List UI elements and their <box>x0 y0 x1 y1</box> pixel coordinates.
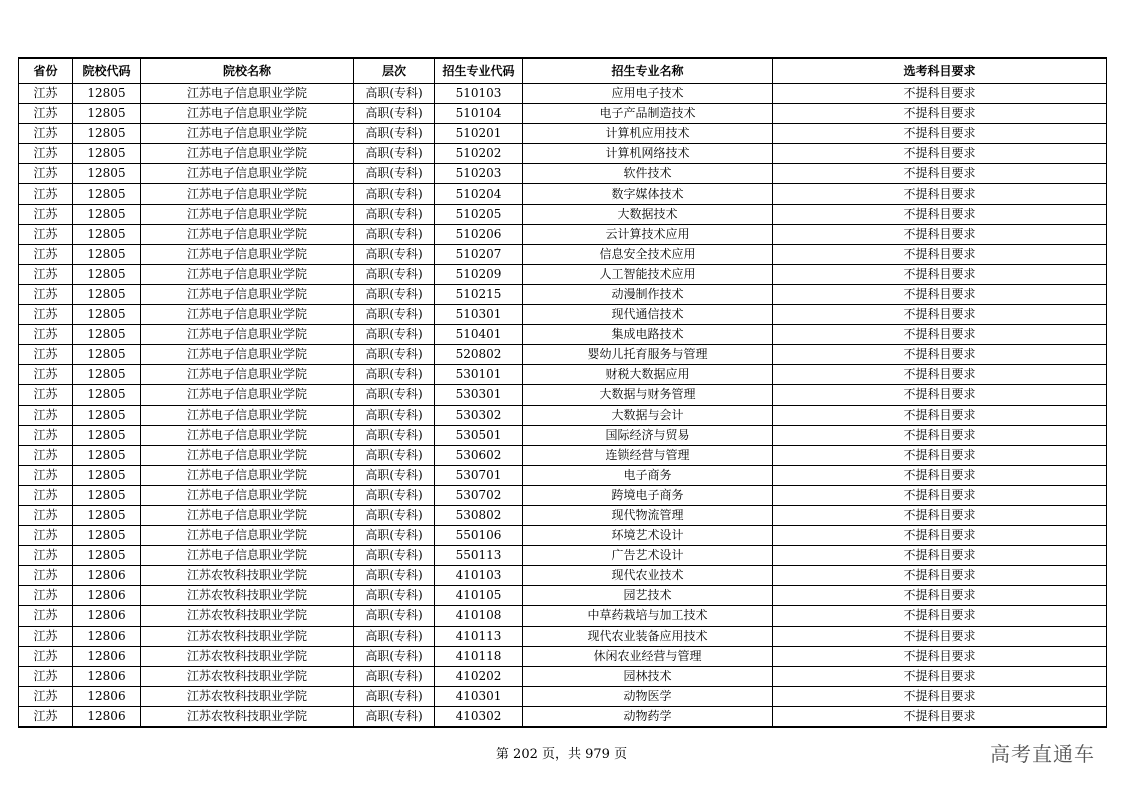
cell-major-name: 连锁经营与管理 <box>523 445 773 465</box>
cell-level: 高职(专科) <box>354 124 435 144</box>
table-row <box>19 224 1107 244</box>
cell-major-code: 510201 <box>435 124 523 144</box>
table-row <box>19 84 1107 104</box>
table-row <box>19 124 1107 144</box>
cell-subject-requirement: 不提科目要求 <box>773 284 1107 304</box>
cell-subject-requirement: 不提科目要求 <box>773 405 1107 425</box>
cell-level: 高职(专科) <box>354 84 435 104</box>
cell-major-name: 电子商务 <box>523 465 773 485</box>
cell-school-code: 12805 <box>73 124 141 144</box>
cell-province: 江苏 <box>19 485 73 505</box>
cell-school-name: 江苏电子信息职业学院 <box>141 345 354 365</box>
table-header-row <box>19 58 1107 84</box>
cell-subject-requirement: 不提科目要求 <box>773 606 1107 626</box>
table-row <box>19 244 1107 264</box>
cell-level: 高职(专科) <box>354 606 435 626</box>
cell-school-name: 江苏电子信息职业学院 <box>141 405 354 425</box>
cell-school-code: 12805 <box>73 345 141 365</box>
cell-school-name: 江苏电子信息职业学院 <box>141 244 354 264</box>
cell-province: 江苏 <box>19 566 73 586</box>
cell-major-code: 530101 <box>435 365 523 385</box>
cell-school-code: 12805 <box>73 465 141 485</box>
table-row <box>19 626 1107 646</box>
cell-subject-requirement: 不提科目要求 <box>773 124 1107 144</box>
cell-major-code: 550113 <box>435 546 523 566</box>
cell-subject-requirement: 不提科目要求 <box>773 84 1107 104</box>
cell-province: 江苏 <box>19 385 73 405</box>
cell-school-code: 12805 <box>73 264 141 284</box>
cell-province: 江苏 <box>19 546 73 566</box>
cell-province: 江苏 <box>19 164 73 184</box>
cell-major-code: 510209 <box>435 264 523 284</box>
cell-major-code: 510204 <box>435 184 523 204</box>
cell-major-name: 现代农业装备应用技术 <box>523 626 773 646</box>
cell-school-code: 12805 <box>73 485 141 505</box>
cell-major-name: 国际经济与贸易 <box>523 425 773 445</box>
table-row <box>19 345 1107 365</box>
cell-major-name: 数字媒体技术 <box>523 184 773 204</box>
cell-subject-requirement: 不提科目要求 <box>773 164 1107 184</box>
cell-province: 江苏 <box>19 405 73 425</box>
cell-major-code: 410301 <box>435 686 523 706</box>
cell-province: 江苏 <box>19 505 73 525</box>
cell-major-name: 广告艺术设计 <box>523 546 773 566</box>
cell-level: 高职(专科) <box>354 405 435 425</box>
cell-level: 高职(专科) <box>354 626 435 646</box>
cell-major-name: 大数据与会计 <box>523 405 773 425</box>
header-major-code: 招生专业代码 <box>435 58 523 84</box>
cell-level: 高职(专科) <box>354 706 435 727</box>
table-row <box>19 606 1107 626</box>
cell-school-name: 江苏电子信息职业学院 <box>141 485 354 505</box>
cell-school-name: 江苏农牧科技职业学院 <box>141 566 354 586</box>
cell-school-code: 12805 <box>73 365 141 385</box>
cell-school-name: 江苏电子信息职业学院 <box>141 505 354 525</box>
cell-level: 高职(专科) <box>354 546 435 566</box>
cell-school-name: 江苏电子信息职业学院 <box>141 124 354 144</box>
table-row <box>19 526 1107 546</box>
cell-school-name: 江苏农牧科技职业学院 <box>141 586 354 606</box>
cell-subject-requirement: 不提科目要求 <box>773 485 1107 505</box>
cell-major-name: 大数据与财务管理 <box>523 385 773 405</box>
cell-subject-requirement: 不提科目要求 <box>773 244 1107 264</box>
cell-school-name: 江苏电子信息职业学院 <box>141 546 354 566</box>
cell-subject-requirement: 不提科目要求 <box>773 385 1107 405</box>
cell-school-name: 江苏电子信息职业学院 <box>141 224 354 244</box>
cell-school-name: 江苏电子信息职业学院 <box>141 164 354 184</box>
cell-province: 江苏 <box>19 325 73 345</box>
cell-major-code: 510205 <box>435 204 523 224</box>
cell-level: 高职(专科) <box>354 164 435 184</box>
cell-subject-requirement: 不提科目要求 <box>773 626 1107 646</box>
cell-level: 高职(专科) <box>354 425 435 445</box>
table-row <box>19 465 1107 485</box>
cell-subject-requirement: 不提科目要求 <box>773 224 1107 244</box>
cell-major-name: 现代农业技术 <box>523 566 773 586</box>
cell-school-code: 12805 <box>73 104 141 124</box>
cell-province: 江苏 <box>19 686 73 706</box>
cell-major-code: 520802 <box>435 345 523 365</box>
cell-subject-requirement: 不提科目要求 <box>773 526 1107 546</box>
cell-subject-requirement: 不提科目要求 <box>773 365 1107 385</box>
cell-school-code: 12805 <box>73 526 141 546</box>
cell-province: 江苏 <box>19 104 73 124</box>
cell-major-code: 410108 <box>435 606 523 626</box>
cell-level: 高职(专科) <box>354 526 435 546</box>
cell-major-code: 410103 <box>435 566 523 586</box>
cell-subject-requirement: 不提科目要求 <box>773 586 1107 606</box>
cell-level: 高职(专科) <box>354 385 435 405</box>
cell-school-name: 江苏电子信息职业学院 <box>141 425 354 445</box>
cell-major-name: 计算机应用技术 <box>523 124 773 144</box>
cell-major-code: 530702 <box>435 485 523 505</box>
cell-province: 江苏 <box>19 284 73 304</box>
table-row <box>19 325 1107 345</box>
cell-school-name: 江苏农牧科技职业学院 <box>141 666 354 686</box>
cell-school-code: 12806 <box>73 566 141 586</box>
cell-province: 江苏 <box>19 606 73 626</box>
cell-major-name: 计算机网络技术 <box>523 144 773 164</box>
cell-school-name: 江苏农牧科技职业学院 <box>141 646 354 666</box>
cell-level: 高职(专科) <box>354 184 435 204</box>
header-school-code: 院校代码 <box>73 58 141 84</box>
cell-province: 江苏 <box>19 224 73 244</box>
cell-subject-requirement: 不提科目要求 <box>773 345 1107 365</box>
cell-school-name: 江苏农牧科技职业学院 <box>141 706 354 727</box>
cell-level: 高职(专科) <box>354 345 435 365</box>
cell-major-name: 云计算技术应用 <box>523 224 773 244</box>
table-row <box>19 666 1107 686</box>
cell-school-name: 江苏电子信息职业学院 <box>141 184 354 204</box>
cell-province: 江苏 <box>19 445 73 465</box>
cell-subject-requirement: 不提科目要求 <box>773 686 1107 706</box>
cell-major-code: 410302 <box>435 706 523 727</box>
cell-major-name: 信息安全技术应用 <box>523 244 773 264</box>
cell-level: 高职(专科) <box>354 505 435 525</box>
table-row <box>19 405 1107 425</box>
cell-major-name: 休闲农业经营与管理 <box>523 646 773 666</box>
cell-major-name: 园艺技术 <box>523 586 773 606</box>
cell-province: 江苏 <box>19 204 73 224</box>
cell-school-code: 12806 <box>73 646 141 666</box>
watermark-logo: 高考直通车 <box>990 742 1095 766</box>
cell-province: 江苏 <box>19 124 73 144</box>
cell-school-code: 12806 <box>73 606 141 626</box>
table-row <box>19 204 1107 224</box>
cell-school-code: 12805 <box>73 305 141 325</box>
cell-major-code: 510301 <box>435 305 523 325</box>
cell-major-code: 550106 <box>435 526 523 546</box>
cell-school-name: 江苏电子信息职业学院 <box>141 144 354 164</box>
cell-school-name: 江苏电子信息职业学院 <box>141 325 354 345</box>
header-province: 省份 <box>19 58 73 84</box>
cell-province: 江苏 <box>19 425 73 445</box>
cell-school-name: 江苏电子信息职业学院 <box>141 445 354 465</box>
cell-school-code: 12805 <box>73 244 141 264</box>
cell-major-name: 环境艺术设计 <box>523 526 773 546</box>
cell-school-code: 12805 <box>73 144 141 164</box>
table-row <box>19 385 1107 405</box>
cell-major-name: 电子产品制造技术 <box>523 104 773 124</box>
cell-school-code: 12805 <box>73 84 141 104</box>
cell-subject-requirement: 不提科目要求 <box>773 325 1107 345</box>
cell-subject-requirement: 不提科目要求 <box>773 546 1107 566</box>
cell-province: 江苏 <box>19 184 73 204</box>
cell-province: 江苏 <box>19 706 73 727</box>
cell-level: 高职(专科) <box>354 566 435 586</box>
table-row <box>19 264 1107 284</box>
cell-level: 高职(专科) <box>354 646 435 666</box>
cell-province: 江苏 <box>19 365 73 385</box>
cell-major-code: 410202 <box>435 666 523 686</box>
cell-school-name: 江苏农牧科技职业学院 <box>141 686 354 706</box>
table-row <box>19 144 1107 164</box>
cell-major-code: 530302 <box>435 405 523 425</box>
cell-level: 高职(专科) <box>354 204 435 224</box>
table-row <box>19 485 1107 505</box>
cell-school-name: 江苏农牧科技职业学院 <box>141 606 354 626</box>
cell-level: 高职(专科) <box>354 244 435 264</box>
cell-province: 江苏 <box>19 84 73 104</box>
cell-level: 高职(专科) <box>354 104 435 124</box>
cell-province: 江苏 <box>19 465 73 485</box>
cell-province: 江苏 <box>19 244 73 264</box>
cell-major-code: 530602 <box>435 445 523 465</box>
cell-subject-requirement: 不提科目要求 <box>773 425 1107 445</box>
cell-major-name: 中草药栽培与加工技术 <box>523 606 773 626</box>
cell-major-name: 应用电子技术 <box>523 84 773 104</box>
cell-school-code: 12805 <box>73 445 141 465</box>
cell-major-code: 510103 <box>435 84 523 104</box>
table-row <box>19 365 1107 385</box>
cell-subject-requirement: 不提科目要求 <box>773 566 1107 586</box>
cell-school-code: 12805 <box>73 224 141 244</box>
cell-major-code: 530701 <box>435 465 523 485</box>
cell-level: 高职(专科) <box>354 305 435 325</box>
cell-major-code: 530501 <box>435 425 523 445</box>
cell-major-code: 510203 <box>435 164 523 184</box>
cell-level: 高职(专科) <box>354 666 435 686</box>
header-subject-requirement: 选考科目要求 <box>773 58 1107 84</box>
cell-major-name: 婴幼儿托育服务与管理 <box>523 345 773 365</box>
table-row <box>19 184 1107 204</box>
cell-major-name: 财税大数据应用 <box>523 365 773 385</box>
cell-school-code: 12805 <box>73 425 141 445</box>
table-row <box>19 445 1107 465</box>
cell-level: 高职(专科) <box>354 465 435 485</box>
cell-subject-requirement: 不提科目要求 <box>773 264 1107 284</box>
cell-level: 高职(专科) <box>354 365 435 385</box>
cell-province: 江苏 <box>19 345 73 365</box>
cell-province: 江苏 <box>19 305 73 325</box>
cell-province: 江苏 <box>19 264 73 284</box>
cell-major-name: 集成电路技术 <box>523 325 773 345</box>
cell-level: 高职(专科) <box>354 686 435 706</box>
cell-school-name: 江苏电子信息职业学院 <box>141 284 354 304</box>
cell-province: 江苏 <box>19 586 73 606</box>
cell-major-code: 530802 <box>435 505 523 525</box>
cell-school-name: 江苏农牧科技职业学院 <box>141 626 354 646</box>
table-row <box>19 686 1107 706</box>
cell-major-code: 510202 <box>435 144 523 164</box>
cell-subject-requirement: 不提科目要求 <box>773 646 1107 666</box>
cell-school-code: 12805 <box>73 405 141 425</box>
header-major-name: 招生专业名称 <box>523 58 773 84</box>
cell-major-code: 510104 <box>435 104 523 124</box>
table-row <box>19 104 1107 124</box>
cell-major-code: 510215 <box>435 284 523 304</box>
cell-major-code: 410113 <box>435 626 523 646</box>
cell-province: 江苏 <box>19 646 73 666</box>
cell-school-name: 江苏电子信息职业学院 <box>141 84 354 104</box>
cell-major-code: 510401 <box>435 325 523 345</box>
cell-major-name: 园林技术 <box>523 666 773 686</box>
cell-level: 高职(专科) <box>354 445 435 465</box>
cell-level: 高职(专科) <box>354 264 435 284</box>
cell-subject-requirement: 不提科目要求 <box>773 706 1107 727</box>
cell-subject-requirement: 不提科目要求 <box>773 184 1107 204</box>
cell-subject-requirement: 不提科目要求 <box>773 465 1107 485</box>
cell-school-code: 12806 <box>73 586 141 606</box>
table-row <box>19 505 1107 525</box>
cell-school-code: 12806 <box>73 706 141 727</box>
cell-school-code: 12805 <box>73 184 141 204</box>
header-level: 层次 <box>354 58 435 84</box>
cell-major-name: 跨境电子商务 <box>523 485 773 505</box>
cell-school-name: 江苏电子信息职业学院 <box>141 104 354 124</box>
cell-province: 江苏 <box>19 626 73 646</box>
cell-level: 高职(专科) <box>354 284 435 304</box>
cell-level: 高职(专科) <box>354 325 435 345</box>
cell-major-code: 510207 <box>435 244 523 264</box>
cell-subject-requirement: 不提科目要求 <box>773 104 1107 124</box>
cell-subject-requirement: 不提科目要求 <box>773 305 1107 325</box>
cell-school-code: 12805 <box>73 164 141 184</box>
cell-level: 高职(专科) <box>354 224 435 244</box>
cell-province: 江苏 <box>19 144 73 164</box>
header-school-name: 院校名称 <box>141 58 354 84</box>
cell-subject-requirement: 不提科目要求 <box>773 505 1107 525</box>
cell-major-name: 软件技术 <box>523 164 773 184</box>
cell-school-code: 12805 <box>73 325 141 345</box>
table-row <box>19 164 1107 184</box>
cell-school-code: 12805 <box>73 385 141 405</box>
cell-level: 高职(专科) <box>354 485 435 505</box>
cell-school-name: 江苏电子信息职业学院 <box>141 365 354 385</box>
table-row <box>19 646 1107 666</box>
table-row <box>19 586 1107 606</box>
cell-major-name: 现代物流管理 <box>523 505 773 525</box>
cell-school-code: 12805 <box>73 284 141 304</box>
cell-subject-requirement: 不提科目要求 <box>773 666 1107 686</box>
cell-major-code: 530301 <box>435 385 523 405</box>
cell-major-code: 510206 <box>435 224 523 244</box>
cell-major-name: 动漫制作技术 <box>523 284 773 304</box>
cell-school-name: 江苏电子信息职业学院 <box>141 526 354 546</box>
cell-subject-requirement: 不提科目要求 <box>773 144 1107 164</box>
cell-major-name: 大数据技术 <box>523 204 773 224</box>
cell-school-code: 12806 <box>73 666 141 686</box>
cell-school-name: 江苏电子信息职业学院 <box>141 264 354 284</box>
cell-school-name: 江苏电子信息职业学院 <box>141 465 354 485</box>
table-row <box>19 566 1107 586</box>
table-row <box>19 425 1107 445</box>
page-number: 第 202 页，共 979 页 <box>495 747 628 762</box>
cell-major-code: 410118 <box>435 646 523 666</box>
cell-school-code: 12805 <box>73 204 141 224</box>
cell-major-name: 动物药学 <box>523 706 773 727</box>
cell-school-code: 12806 <box>73 626 141 646</box>
admission-table <box>18 57 1107 728</box>
cell-subject-requirement: 不提科目要求 <box>773 204 1107 224</box>
cell-school-name: 江苏电子信息职业学院 <box>141 385 354 405</box>
cell-school-code: 12805 <box>73 546 141 566</box>
cell-subject-requirement: 不提科目要求 <box>773 445 1107 465</box>
table-row <box>19 305 1107 325</box>
cell-major-code: 410105 <box>435 586 523 606</box>
table-row <box>19 706 1107 727</box>
cell-level: 高职(专科) <box>354 144 435 164</box>
cell-province: 江苏 <box>19 666 73 686</box>
table-body <box>19 84 1107 728</box>
cell-school-code: 12805 <box>73 505 141 525</box>
cell-school-code: 12806 <box>73 686 141 706</box>
cell-major-name: 现代通信技术 <box>523 305 773 325</box>
cell-major-name: 人工智能技术应用 <box>523 264 773 284</box>
cell-school-name: 江苏电子信息职业学院 <box>141 305 354 325</box>
cell-major-name: 动物医学 <box>523 686 773 706</box>
cell-level: 高职(专科) <box>354 586 435 606</box>
cell-school-name: 江苏电子信息职业学院 <box>141 204 354 224</box>
cell-province: 江苏 <box>19 526 73 546</box>
table-row <box>19 546 1107 566</box>
table-row <box>19 284 1107 304</box>
